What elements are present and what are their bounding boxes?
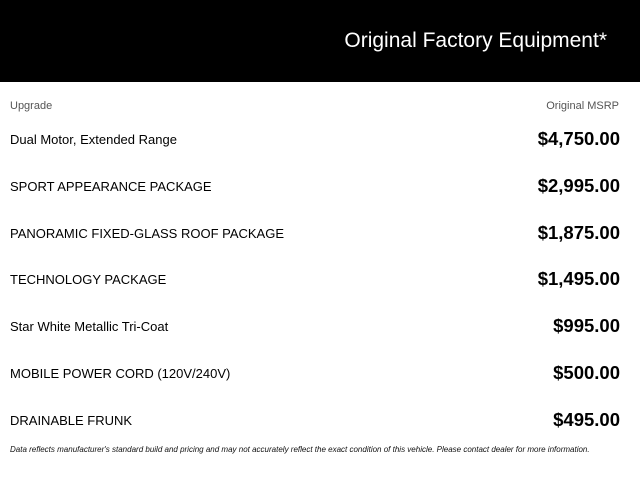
list-item [0, 128, 640, 152]
list-item [0, 222, 640, 246]
item-name: Dual Motor, Extended Range [10, 132, 177, 147]
item-name: Star White Metallic Tri-Coat [10, 319, 169, 334]
disclaimer-text: Data reflects manufacturer's standard build and pricing and may not accurately reflect the exact condition of this vehicle. Please contact dealer for more information. [10, 445, 590, 454]
list-item [0, 362, 640, 386]
page-title: Original Factory Equipment* [344, 29, 607, 52]
item-name: TECHNOLOGY PACKAGE [10, 272, 167, 287]
item-price: $2,995.00 [537, 175, 620, 196]
msrp-column-header: Original MSRP [546, 100, 619, 112]
item-price: $1,495.00 [537, 268, 620, 289]
item-name: SPORT APPEARANCE PACKAGE [10, 179, 212, 194]
list-item [0, 268, 640, 292]
item-price: $4,750.00 [537, 128, 620, 149]
header-banner [0, 0, 640, 82]
item-name: MOBILE POWER CORD (120V/240V) [10, 366, 231, 381]
upgrade-column-header: Upgrade [10, 100, 53, 112]
item-price: $500.00 [553, 362, 620, 383]
item-name: DRAINABLE FRUNK [10, 413, 133, 428]
item-name: PANORAMIC FIXED-GLASS ROOF PACKAGE [10, 226, 285, 241]
list-item [0, 409, 640, 433]
list-item [0, 315, 640, 339]
item-price: $495.00 [553, 409, 620, 430]
item-price: $995.00 [553, 315, 620, 336]
item-price: $1,875.00 [537, 222, 620, 243]
list-item [0, 175, 640, 199]
